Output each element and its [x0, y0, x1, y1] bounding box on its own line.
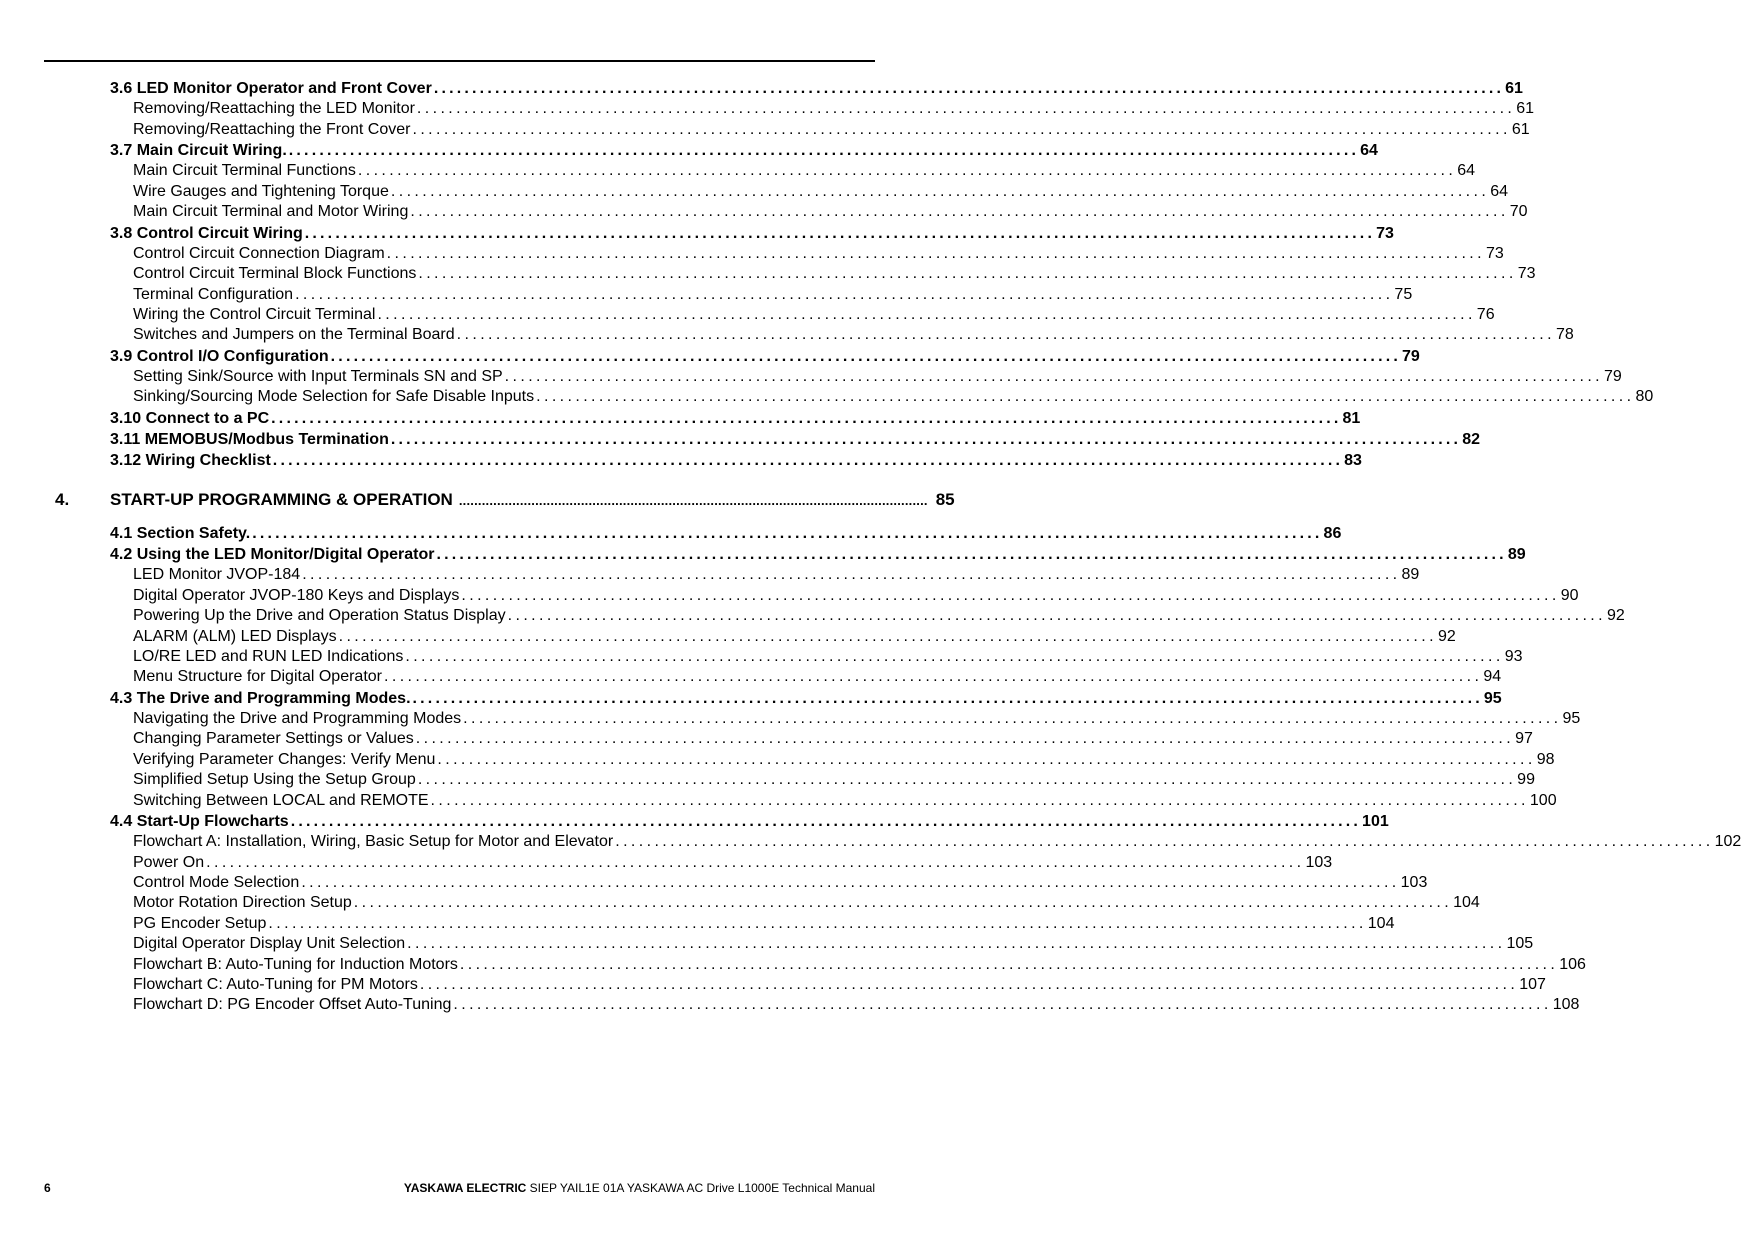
- toc-entry-label: Control Mode Selection: [133, 874, 300, 892]
- toc-entry-label: 3.12 Wiring Checklist: [110, 452, 271, 470]
- toc-subsection-entry[interactable]: [0, 955, 1586, 975]
- leader-dots: ............................................................................................................................................: [390, 182, 1490, 200]
- leader-dots: ............................................................................................................................................: [419, 975, 1519, 993]
- toc-subsection-entry[interactable]: [0, 387, 1654, 407]
- toc-entry-label: 4.2 Using the LED Monitor/Digital Operator: [110, 546, 435, 564]
- footer-title: [404, 1181, 875, 1195]
- leader-dots: ............................................................................................................................................: [301, 874, 1400, 892]
- chapter-page-number: 85: [935, 489, 955, 509]
- toc-entry-page-number: 73: [1376, 224, 1394, 242]
- toc-entry-page-number: 64: [1457, 162, 1476, 180]
- toc-entry-label: Terminal Configuration: [133, 285, 294, 303]
- toc-subsection-entry[interactable]: [0, 305, 1495, 325]
- toc-entry-label: Main Circuit Terminal and Motor Wiring: [133, 203, 409, 221]
- toc-entry-page-number: 106: [1559, 955, 1586, 973]
- toc-section-entry[interactable]: [0, 523, 1342, 544]
- leader-dots: ............................................................................................................................................: [353, 894, 1453, 912]
- toc-entry-page-number: 103: [1305, 853, 1333, 871]
- toc-entry-label: Main Circuit Terminal Functions: [133, 162, 356, 180]
- footer-brand: YASKAWA ELECTRIC: [403, 1181, 527, 1195]
- toc-section-entry[interactable]: [0, 140, 1378, 161]
- toc-subsection-entry[interactable]: [0, 995, 1580, 1015]
- leader-dots: ............................................................................................................................................: [415, 730, 1515, 748]
- toc-entry-label: Removing/Reattaching the LED Monitor: [133, 100, 415, 118]
- leader-dots: ............................................................................................................................................: [384, 668, 1483, 686]
- leader-dots: ...........................................................................................................................: [458, 492, 928, 508]
- toc-section-entry[interactable]: [0, 223, 1394, 244]
- leader-dots: ............................................................................................................................................: [456, 326, 1555, 344]
- toc-entry-page-number: 79: [1402, 347, 1420, 365]
- leader-dots: ............................................................................................................................................: [504, 368, 1604, 386]
- toc-chapter-heading[interactable]: [0, 479, 954, 523]
- leader-dots: ............................................................................................................................................: [430, 791, 1529, 809]
- toc-entry-page-number: 102: [1714, 833, 1741, 851]
- toc-entry-label: Verifying Parameter Changes: Verify Menu: [133, 750, 436, 768]
- toc-entry-page-number: 97: [1515, 730, 1533, 748]
- leader-dots: ............................................................................................................................................: [436, 546, 1507, 564]
- toc-section-entry[interactable]: [0, 544, 1526, 565]
- leader-dots: ............................................................................................................................................: [410, 203, 1509, 221]
- leader-dots: ............................................................................................................................................: [412, 689, 1483, 707]
- leader-dots: ............................................................................................................................................: [295, 285, 1394, 303]
- toc-entry-label: Sinking/Sourcing Mode Selection for Safe Disable Inputs: [133, 388, 535, 406]
- toc-entry-page-number: 86: [1323, 524, 1342, 542]
- toc-subsection-entry[interactable]: [0, 729, 1533, 749]
- toc-entry-page-number: 100: [1529, 791, 1557, 809]
- leader-dots: ............................................................................................................................................: [357, 162, 1457, 180]
- leader-dots: ............................................................................................................................................: [461, 586, 1560, 604]
- toc-entry-page-number: 92: [1606, 607, 1625, 625]
- toc-entry-label: Flowchart A: Installation, Wiring, Basic Setup for Motor and Elevator: [133, 833, 614, 851]
- leader-dots: ............................................................................................................................................: [272, 452, 1344, 470]
- toc-entry-page-number: 95: [1483, 689, 1502, 707]
- toc-entry-label: PG Encoder Setup: [133, 914, 267, 932]
- toc-entry-label: Control Circuit Connection Diagram: [133, 244, 385, 262]
- toc-entry-label: Flowchart C: Auto-Tuning for PM Motors: [133, 975, 418, 993]
- header-rule: [44, 60, 875, 62]
- toc-subsection-entry[interactable]: [0, 606, 1625, 626]
- toc-subsection-entry[interactable]: [0, 709, 1581, 729]
- toc-entry-page-number: 73: [1486, 244, 1504, 262]
- toc-entry-label: Setting Sink/Source with Input Terminals SN and SP: [133, 368, 503, 386]
- toc-entry-page-number: 64: [1490, 182, 1509, 200]
- toc-entry-label: Flowchart D: PG Encoder Offset Auto-Tuning: [133, 996, 452, 1014]
- leader-dots: ............................................................................................................................................: [206, 853, 1305, 871]
- toc-subsection-entry[interactable]: [0, 627, 1456, 647]
- toc-entry-label: 3.11 MEMOBUS/Modbus Termination: [110, 431, 389, 449]
- toc-subsection-entry[interactable]: [0, 914, 1395, 934]
- toc-section-entry[interactable]: [0, 429, 1480, 450]
- toc-block-chapter-4: [0, 523, 1741, 1016]
- toc-entry-label: Switching Between LOCAL and REMOTE: [133, 791, 429, 809]
- toc-subsection-entry[interactable]: [0, 586, 1579, 606]
- footer-page-number: 6: [44, 1181, 51, 1195]
- leader-dots: ............................................................................................................................................: [417, 771, 1517, 789]
- toc-entry-page-number: 79: [1604, 368, 1622, 386]
- toc-subsection-entry[interactable]: [0, 975, 1546, 995]
- leader-dots: ............................................................................................................................................: [304, 224, 1376, 242]
- toc-subsection-entry[interactable]: [0, 264, 1536, 284]
- toc-section-entry[interactable]: [0, 408, 1361, 429]
- toc-entry-page-number: 61: [1511, 120, 1530, 138]
- toc-subsection-entry[interactable]: [0, 832, 1741, 852]
- table-of-contents: [0, 78, 1741, 1016]
- leader-dots: ............................................................................................................................................: [459, 955, 1559, 973]
- toc-subsection-entry[interactable]: [0, 565, 1420, 585]
- leader-dots: ............................................................................................................................................: [390, 431, 1462, 449]
- leader-dots: ............................................................................................................................................: [377, 306, 1476, 324]
- leader-dots: ............................................................................................................................................: [463, 710, 1562, 727]
- toc-section-entry[interactable]: [0, 688, 1502, 709]
- toc-subsection-entry[interactable]: [0, 99, 1535, 119]
- toc-entry-page-number: 105: [1506, 935, 1534, 953]
- toc-entry-page-number: 93: [1504, 647, 1523, 665]
- toc-entry-label: 3.9 Control I/O Configuration: [110, 347, 329, 365]
- toc-entry-page-number: 73: [1517, 265, 1536, 283]
- toc-entry-page-number: 98: [1536, 750, 1555, 768]
- toc-entry-label: Changing Parameter Settings or Values: [133, 730, 414, 748]
- toc-entry-label: Control Circuit Terminal Block Functions: [133, 265, 417, 283]
- toc-subsection-entry[interactable]: [0, 120, 1530, 140]
- toc-section-entry[interactable]: [0, 450, 1362, 471]
- leader-dots: ............................................................................................................................................: [330, 347, 1401, 365]
- leader-dots: ............................................................................................................................................: [453, 996, 1552, 1014]
- toc-section-entry[interactable]: [0, 811, 1389, 832]
- toc-entry-page-number: 75: [1394, 285, 1413, 303]
- toc-entry-page-number: 64: [1360, 142, 1378, 160]
- toc-subsection-entry[interactable]: [0, 367, 1622, 387]
- toc-entry-label: 3.7 Main Circuit Wiring.: [110, 142, 287, 160]
- toc-entry-page-number: 80: [1635, 388, 1654, 406]
- toc-entry-page-number: 94: [1483, 668, 1502, 686]
- leader-dots: ............................................................................................................................................: [407, 935, 1506, 953]
- toc-entry-page-number: 95: [1562, 710, 1581, 727]
- toc-section-entry[interactable]: [0, 346, 1420, 367]
- leader-dots: ............................................................................................................................................: [412, 120, 1511, 138]
- toc-block-chapter-3: [0, 78, 1654, 472]
- toc-entry-label: 3.10 Connect to a PC: [110, 409, 270, 427]
- leader-dots: ............................................................................................................................................: [288, 142, 1360, 160]
- leader-dots: ............................................................................................................................................: [418, 265, 1517, 283]
- toc-subsection-entry[interactable]: [0, 770, 1535, 790]
- toc-entry-page-number: 107: [1519, 975, 1546, 993]
- toc-entry-label: Switches and Jumpers on the Terminal Board: [133, 326, 455, 344]
- toc-entry-page-number: 81: [1342, 409, 1361, 427]
- toc-entry-label: 3.6 LED Monitor Operator and Front Cover: [110, 80, 432, 97]
- toc-entry-label: 3.8 Control Circuit Wiring: [110, 224, 303, 242]
- chapter-title: START-UP PROGRAMMING & OPERATION: [110, 489, 453, 509]
- leader-dots: ............................................................................................................................................: [386, 244, 1485, 262]
- toc-entry-label: Power On: [133, 853, 205, 871]
- toc-entry-label: Digital Operator Display Unit Selection: [133, 935, 406, 953]
- toc-entry-label: Navigating the Drive and Programming Modes: [133, 710, 462, 727]
- toc-subsection-entry[interactable]: [0, 750, 1555, 770]
- toc-subsection-entry[interactable]: [0, 853, 1333, 873]
- leader-dots: ............................................................................................................................................: [338, 627, 1437, 645]
- leader-dots: ............................................................................................................................................: [615, 833, 1714, 851]
- toc-entry-label: Flowchart B: Auto-Tuning for Induction Motors: [133, 955, 458, 973]
- toc-subsection-entry[interactable]: [0, 667, 1502, 687]
- toc-entry-page-number: 104: [1453, 894, 1480, 912]
- toc-entry-label: 4.4 Start-Up Flowcharts: [110, 812, 289, 830]
- toc-entry-page-number: 92: [1437, 627, 1456, 645]
- page-footer: [44, 1181, 875, 1197]
- leader-dots: ............................................................................................................................................: [252, 524, 1323, 542]
- toc-subsection-entry[interactable]: [0, 791, 1557, 811]
- toc-entry-page-number: 76: [1476, 306, 1495, 324]
- toc-entry-page-number: 101: [1362, 812, 1389, 830]
- leader-dots: ............................................................................................................................................: [268, 914, 1367, 932]
- toc-entry-page-number: 89: [1507, 546, 1526, 564]
- toc-subsection-entry[interactable]: [0, 647, 1523, 667]
- toc-entry-page-number: 82: [1462, 431, 1480, 449]
- toc-entry-label: Motor Rotation Direction Setup: [133, 894, 352, 912]
- toc-entry-label: Powering Up the Drive and Operation Status Display: [133, 607, 506, 625]
- leader-dots: ............................................................................................................................................: [433, 80, 1505, 97]
- toc-subsection-entry[interactable]: [0, 934, 1534, 954]
- toc-entry-label: 4.3 The Drive and Programming Modes.: [110, 689, 411, 707]
- toc-entry-page-number: 61: [1516, 100, 1535, 118]
- toc-entry-label: 4.1 Section Safety.: [110, 524, 251, 542]
- toc-entry-page-number: 61: [1505, 80, 1523, 97]
- leader-dots: ............................................................................................................................................: [290, 812, 1362, 830]
- toc-entry-page-number: 90: [1560, 586, 1579, 604]
- toc-subsection-entry[interactable]: [0, 182, 1509, 202]
- chapter-number: 4.: [55, 489, 70, 509]
- toc-entry-page-number: 103: [1400, 874, 1428, 892]
- toc-entry-page-number: 83: [1344, 452, 1362, 470]
- toc-entry-label: Digital Operator JVOP-180 Keys and Displays: [133, 586, 460, 604]
- toc-subsection-entry[interactable]: [0, 873, 1428, 893]
- leader-dots: ............................................................................................................................................: [302, 566, 1401, 584]
- toc-entry-page-number: 70: [1509, 203, 1528, 221]
- leader-dots: ............................................................................................................................................: [507, 607, 1606, 625]
- toc-entry-label: ALARM (ALM) LED Displays: [133, 627, 337, 645]
- toc-entry-label: Simplified Setup Using the Setup Group: [133, 771, 416, 789]
- toc-entry-label: Removing/Reattaching the Front Cover: [133, 120, 411, 138]
- leader-dots: ............................................................................................................................................: [437, 750, 1536, 768]
- toc-entry-label: Wiring the Control Circuit Terminal: [133, 306, 376, 324]
- toc-entry-page-number: 99: [1517, 771, 1535, 789]
- toc-subsection-entry[interactable]: [0, 285, 1413, 305]
- toc-subsection-entry[interactable]: [0, 161, 1476, 181]
- leader-dots: ............................................................................................................................................: [271, 409, 1342, 427]
- leader-dots: ............................................................................................................................................: [536, 388, 1635, 406]
- toc-entry-page-number: 89: [1401, 566, 1420, 584]
- toc-entry-label: Menu Structure for Digital Operator: [133, 668, 382, 686]
- toc-entry-page-number: 78: [1556, 326, 1574, 344]
- leader-dots: ............................................................................................................................................: [416, 100, 1516, 118]
- toc-entry-page-number: 108: [1552, 996, 1580, 1014]
- footer-document: SIEP YAIL1E 01A YASKAWA AC Drive L1000E Technical Manual: [529, 1181, 875, 1195]
- leader-dots: ............................................................................................................................................: [405, 647, 1504, 665]
- toc-subsection-entry[interactable]: [0, 325, 1574, 345]
- toc-entry-label: LO/RE LED and RUN LED Indications: [133, 647, 404, 665]
- toc-entry-label: Wire Gauges and Tightening Torque: [133, 182, 389, 200]
- toc-subsection-entry[interactable]: [0, 244, 1504, 264]
- toc-entry-label: LED Monitor JVOP-184: [133, 566, 301, 584]
- toc-section-entry[interactable]: [0, 78, 1523, 99]
- toc-subsection-entry[interactable]: [0, 202, 1528, 222]
- toc-entry-page-number: 104: [1367, 914, 1395, 932]
- toc-subsection-entry[interactable]: [0, 893, 1480, 913]
